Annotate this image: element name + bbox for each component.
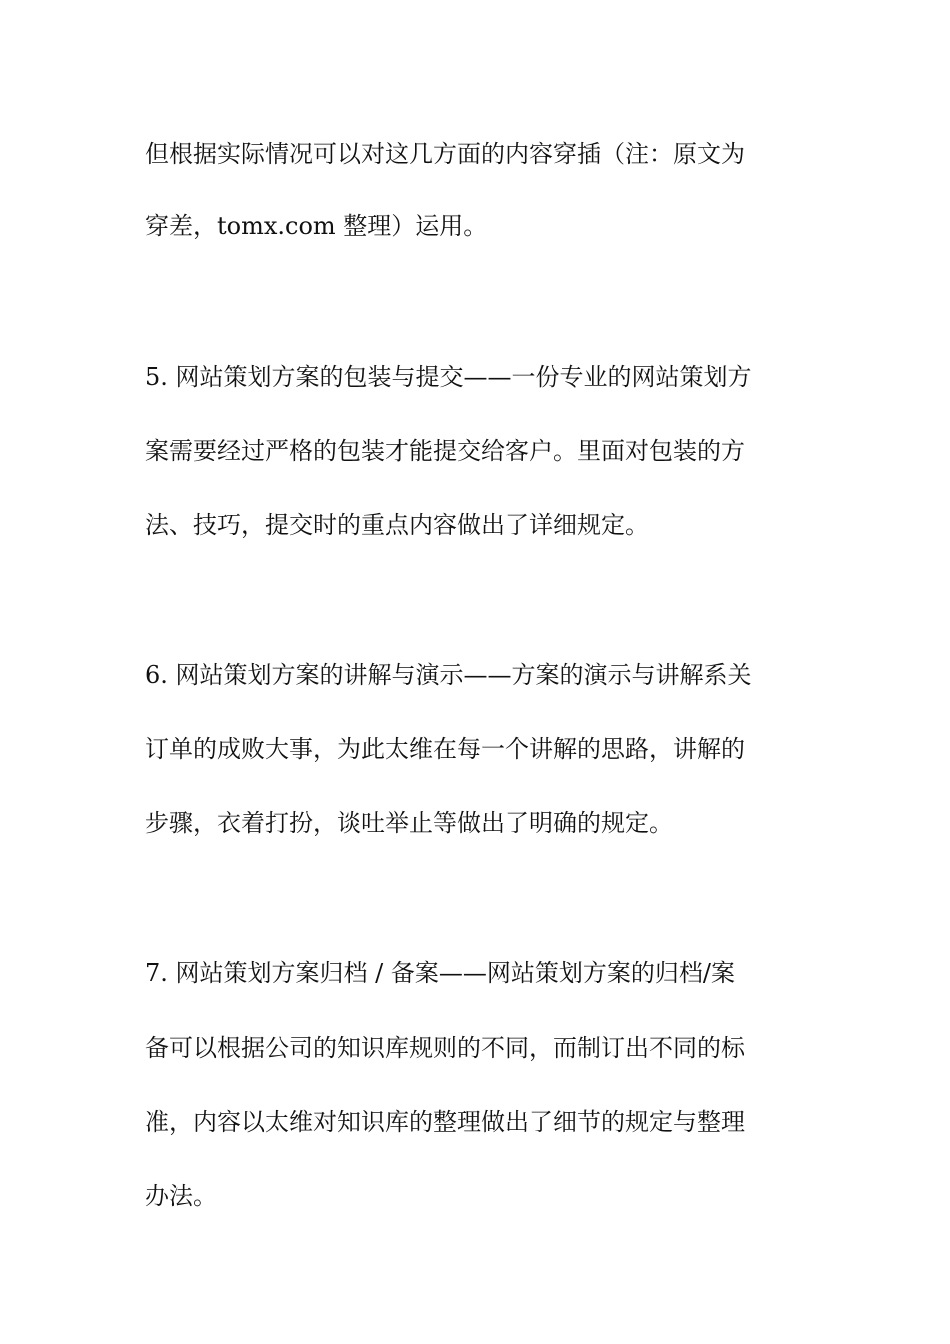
paragraph-2-line-1: 5. 网站策划方案的包装与提交——一份专业的网站策划方 [145, 363, 752, 391]
paragraph-4-line-1: 7. 网站策划方案归档 / 备案——网站策划方案的归档/案 [145, 959, 735, 987]
paragraph-4-line-2: 备可以根据公司的知识库规则的不同，而制订出不同的标 [145, 1034, 745, 1062]
paragraph-4-line-3: 准，内容以太维对知识库的整理做出了细节的规定与整理 [145, 1108, 745, 1136]
paragraph-1-line-2: 穿差，tomx.com 整理）运用。 [145, 212, 488, 240]
paragraph-4-line-4: 办法。 [145, 1182, 217, 1210]
paragraph-2-line-2: 案需要经过严格的包装才能提交给客户。里面对包装的方 [145, 437, 745, 465]
paragraph-3-line-1: 6. 网站策划方案的讲解与演示——方案的演示与讲解系关 [145, 661, 752, 689]
paragraph-3-line-2: 订单的成败大事，为此太维在每一个讲解的思路，讲解的 [145, 735, 745, 763]
paragraph-2-line-3: 法、技巧，提交时的重点内容做出了详细规定。 [145, 511, 649, 539]
paragraph-3-line-3: 步骤，衣着打扮，谈吐举止等做出了明确的规定。 [145, 809, 673, 837]
paragraph-1-line-1: 但根据实际情况可以对这几方面的内容穿插（注：原文为 [145, 140, 745, 168]
